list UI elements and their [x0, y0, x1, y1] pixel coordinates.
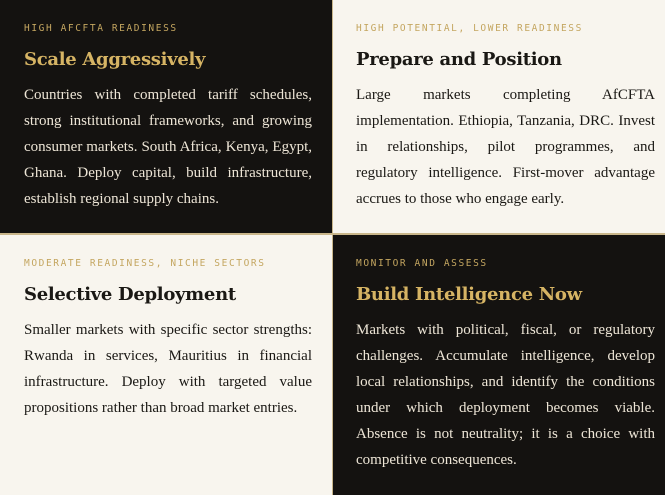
quadrant-scale-aggressively	[0, 0, 332, 233]
quadrant-build-intelligence-now	[333, 235, 665, 495]
quadrant-body: Markets with political, fiscal, or regulatory challenges. Accumulate intelligence, develop local relationships, and identify the conditions under which deployment becomes viable. Absence is not neutrality; it is a choice with competitive consequences.	[356, 322, 655, 468]
quadrant-eyebrow: MONITOR AND ASSESS	[356, 258, 488, 269]
quadrant-selective-deployment	[0, 235, 332, 495]
quadrant-body: Smaller markets with specific sector strengths: Rwanda in services, Mauritius in financial infrastructure. Deploy with targeted value propositions rather than broad market entries.	[24, 322, 312, 416]
quadrant-title: Prepare and Position	[356, 49, 562, 70]
quadrant-title: Scale Aggressively	[24, 49, 206, 70]
quadrant-title: Build Intelligence Now	[356, 284, 582, 305]
quadrant-prepare-and-position	[333, 0, 665, 233]
quadrant-eyebrow: MODERATE READINESS, NICHE SECTORS	[24, 258, 266, 269]
quadrant-body: Countries with completed tariff schedules, strong institutional frameworks, and growing consumer markets. South Africa, Kenya, Egypt, Ghana. Deploy capital, build infrastructure, establish regional supply chains.	[24, 87, 312, 207]
quadrant-eyebrow: HIGH POTENTIAL, LOWER READINESS	[356, 23, 583, 34]
quadrant-body: Large markets completing AfCFTA implementation. Ethiopia, Tanzania, DRC. Invest in relationships, pilot programmes, and regulatory intelligence. First-mover advantage accrues to those who engage early.	[356, 87, 655, 207]
quadrant-eyebrow: HIGH AFCFTA READINESS	[24, 23, 178, 34]
quadrant-title: Selective Deployment	[24, 284, 236, 305]
